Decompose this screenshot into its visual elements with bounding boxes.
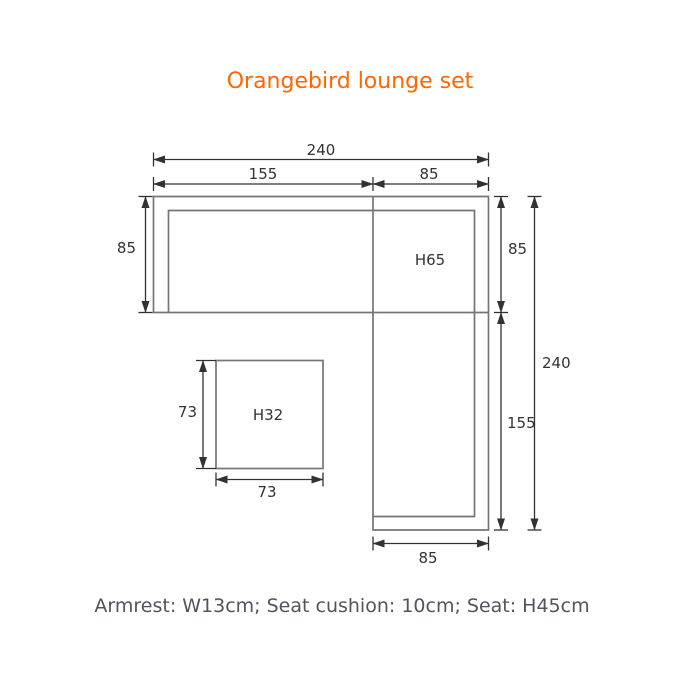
dim-arm-width-value: 85 <box>418 549 438 567</box>
dim-total-width-value: 240 <box>306 141 336 159</box>
dim-left-depth-value: 85 <box>116 239 136 257</box>
dim-arm-length <box>494 313 536 531</box>
dim-arm-width <box>373 537 489 568</box>
dim-total-width <box>154 141 489 167</box>
dim-left-section-value: 155 <box>248 165 278 183</box>
sofa-height-label: H65 <box>414 251 446 269</box>
footer-note: Armrest: W13cm; Seat cushion: 10cm; Seat: H45cm <box>94 595 590 617</box>
page-title: Orangebird lounge set <box>226 69 474 94</box>
side-table-height-label: H32 <box>252 406 284 424</box>
dim-corner-width <box>373 165 489 191</box>
dim-table-width <box>216 473 323 502</box>
dim-table-width-value: 73 <box>257 483 277 501</box>
dim-left-section-width <box>154 165 374 191</box>
dim-table-depth-value: 73 <box>177 403 197 421</box>
dim-corner-depth-value: 85 <box>508 240 528 258</box>
dim-arm-length-value: 155 <box>507 414 536 432</box>
dim-total-length <box>528 197 571 531</box>
dim-left-depth <box>117 197 153 313</box>
dim-total-length-value: 240 <box>542 354 571 372</box>
dim-corner-depth <box>494 197 527 313</box>
dim-table-depth <box>178 361 216 469</box>
dim-corner-width-value: 85 <box>419 165 439 183</box>
side-table-outline <box>216 361 323 469</box>
